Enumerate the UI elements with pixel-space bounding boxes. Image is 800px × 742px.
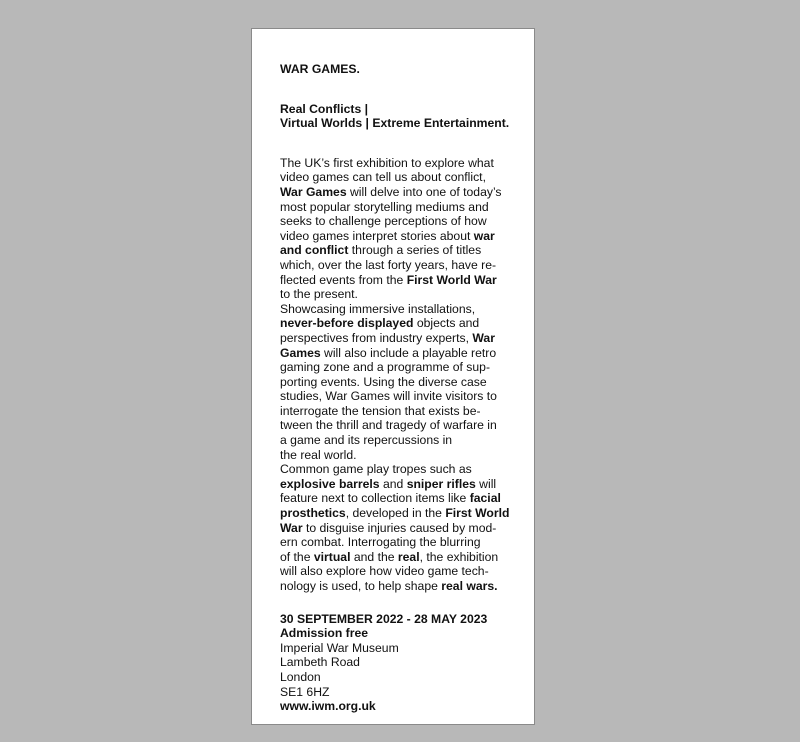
document-title: WAR GAMES. [280, 62, 360, 76]
body-bold-run: war [473, 228, 495, 243]
body-line [280, 243, 520, 258]
body-line [280, 346, 520, 361]
body-text-run: video games can tell us about conflict, [280, 170, 486, 185]
body-bold-run: virtual [313, 549, 351, 564]
body-bold-run: real wars. [441, 579, 498, 593]
body-line [280, 200, 520, 215]
body-text-run: , the exhibition [419, 549, 499, 564]
body-bold-run: explosive barrels [280, 476, 380, 491]
tagline [280, 102, 520, 131]
body-text-run: flected events from the [280, 272, 407, 287]
body-line [280, 360, 520, 375]
body-text-run: feature next to collection items like [280, 491, 470, 506]
body-text-run: to the present. [280, 287, 358, 302]
body-line [280, 535, 520, 550]
body-line [280, 462, 520, 477]
body-line [280, 258, 520, 273]
body-text-run: gaming zone and a programme of sup- [280, 360, 491, 375]
body-text-run: ern combat. Interrogating the blurring [280, 535, 481, 550]
body-line [280, 316, 520, 331]
body-line [280, 564, 520, 579]
body-bold-run: real [397, 549, 420, 564]
body-line [280, 273, 520, 288]
body-line [280, 448, 520, 463]
body-line [280, 477, 520, 492]
body-text-run: will also explore how video game tech- [280, 564, 489, 579]
body-line [280, 521, 520, 536]
body-text-run: and the [350, 549, 398, 564]
body-text-run: video games interpret stories about [280, 228, 474, 243]
body-bold-run: War Games [280, 184, 347, 199]
body-line [280, 506, 520, 521]
body-line [280, 404, 520, 419]
body-line [280, 287, 520, 302]
body-text-run: objects and [413, 316, 480, 331]
body-text-run: seeks to challenge perceptions of how [280, 214, 487, 229]
body-text-run: Common game play tropes such as [280, 462, 472, 477]
body-text-run: which, over the last forty years, have re- [280, 257, 497, 272]
tagline-line: Virtual Worlds | Extreme Entertainment. [280, 116, 510, 131]
body-text-run: to disguise injuries caused by mod- [302, 520, 497, 535]
body-text-run: and [379, 476, 407, 491]
body-text-run: nology is used, to help shape [280, 579, 442, 593]
exhibition-dates: 30 SEPTEMBER 2022 - 28 MAY 2023 [280, 611, 488, 626]
body-text-run: through a series of titles [348, 243, 482, 258]
body-text-run: perspectives from industry experts, [280, 330, 473, 345]
body-text-run: , developed in the [345, 506, 446, 521]
body-line [280, 302, 520, 317]
body-bold-run: never-before displayed [280, 316, 414, 331]
body-text-run: porting events. Using the diverse case [280, 374, 487, 389]
body-line [280, 389, 520, 404]
body-bold-run: First World [445, 506, 510, 521]
tagline-line: Real Conflicts | [280, 101, 369, 116]
body-line [280, 156, 520, 171]
address-line: SE1 6HZ [280, 684, 330, 699]
body-line [280, 550, 520, 565]
body-text-run: Showcasing immersive installations, [280, 301, 476, 316]
body-text-run: the real world. [280, 447, 357, 462]
body-line [280, 375, 520, 390]
body-text-run: The UK’s first exhibition to explore what [280, 155, 494, 170]
body-bold-run: War [280, 520, 303, 535]
document-page [251, 28, 535, 725]
body-line [280, 214, 520, 229]
admission-text: Admission free [280, 626, 369, 641]
body-line [280, 433, 520, 448]
document-content [280, 62, 520, 714]
body-bold-run: sniper rifles [406, 476, 476, 491]
body-bold-run: Games [280, 345, 321, 360]
address-line: Imperial War Museum [280, 640, 399, 655]
body-text-run: will also include a playable retro [320, 345, 497, 360]
body-line [280, 491, 520, 506]
body-bold-run: prosthetics [280, 506, 346, 521]
address-line: Lambeth Road [280, 655, 360, 670]
body-bold-run: facial [469, 491, 501, 506]
body-bold-run: First World War [406, 272, 497, 287]
body-text-run: of the [280, 549, 314, 564]
body-text-run: will [475, 476, 497, 491]
body-line [280, 331, 520, 346]
exhibition-info [280, 612, 520, 714]
body-line [280, 418, 520, 433]
body-text-run: a game and its repercussions in [280, 433, 453, 448]
body-text-run: most popular storytelling mediums and [280, 199, 489, 214]
body-text-run: tween the thrill and tragedy of warfare in [280, 418, 497, 433]
body-text-run: will delve into one of today’s [346, 184, 502, 199]
body-text [280, 156, 520, 594]
body-line [280, 579, 520, 594]
body-line [280, 170, 520, 185]
address-line: London [280, 669, 321, 684]
website-link[interactable]: www.iwm.org.uk [280, 699, 376, 714]
body-bold-run: and conflict [280, 243, 349, 258]
body-text-run: interrogate the tension that exists be- [280, 403, 481, 418]
body-line [280, 229, 520, 244]
body-bold-run: War [472, 330, 495, 345]
body-text-run: studies, War Games will invite visitors to [280, 389, 497, 404]
body-line [280, 185, 520, 200]
